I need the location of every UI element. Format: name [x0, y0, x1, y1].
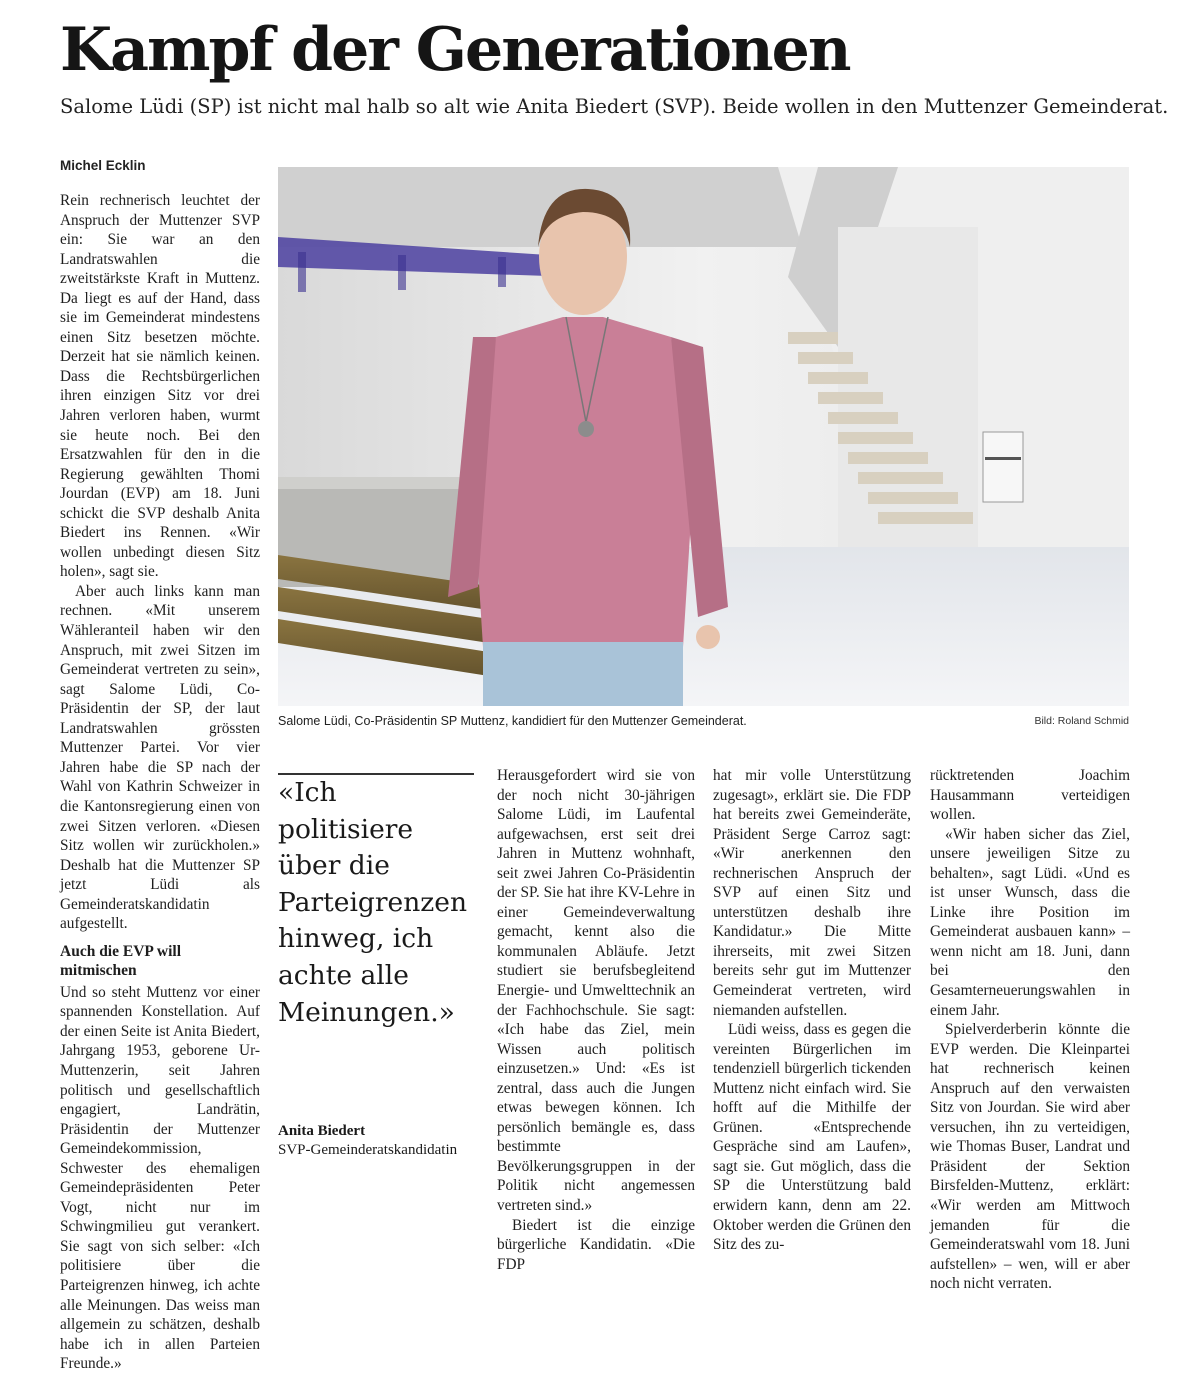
paragraph: Rein rechnerisch leuchtet der Anspruch der Muttenzer SVP ein: Sie war an den Landratswahlen die zweitstärkste Kraft in Muttenz. Da liegt es auf der Hand, dass sie im Gemeinderat mindestens einen Sitz besetzen möchte. Derzeit hat sie nämlich keinen. Dass die Rechtsbürgerlichen ihren einzigen Sitz vor drei Jahren verloren haben, wurmt sie heute noch. Bei den Ersatzwahlen für den in die Regierung gewählten Thomi Jourdan (EVP) am 18. Juni schickt die SVP deshalb Anita Biedert ins Rennen. «Wir wollen unbedingt diesen Sitz holen», sagt sie.	[60, 192, 260, 581]
paragraph: Und so steht Muttenz vor einer spannenden Konstellation. Auf der einen Seite ist Anita Biedert, Jahrgang 1953, geborene Ur-Muttenzerin, seit Jahren politisch und gesellschaftlich engagiert, Landrätin, Präsidentin der Muttenzer Gemeindekommission, Schwester des ehemaligen Gemeindepräsidenten Peter Vogt, nicht nur im Schwingmilieu gut verankert. Sie sagt von sich selber: «Ich politisiere über die Parteigrenzen hinweg, ich achte alle Meinungen. Das weiss man allgemein zu schätzen, deshalb habe ich in allen Parteien Freunde.»	[60, 983, 260, 1373]
subheadline: Salome Lüdi (SP) ist nicht mal halb so alt wie Anita Biedert (SVP). Beide wollen in den Muttenzer Gemeinderat.	[60, 95, 1169, 118]
pullquote-attribution-role: SVP-Gemeinderatskandidatin	[278, 1142, 458, 1158]
paragraph: Lüdi weiss, dass es gegen die vereinten Bürgerlichen im tendenziell bürgerlich tickenden Muttenz nicht einfach wird. Sie hofft auf die Mithilfe der Grünen. «Entsprechende Gespräche sind am Laufen», sagt sie. Gut möglich, dass die SP die Unterstützung bald erwidern kann, denn am 22. Oktober werden die Grünen den Sitz des zu-	[713, 1021, 911, 1254]
photo-illustration	[278, 167, 1129, 706]
paragraph: hat mir volle Unterstützung zugesagt», erklärt sie. Die FDP hat bereits zwei Gemeinderäte, Präsident Serge Carroz sagt: «Wir anerkennen den rechnerischen Anspruch der SVP auf einen Sitz und unterstützen deshalb ihre Kandidatur.» Die Mitte ihrerseits, mit zwei Sitzen bereits sehr gut im Muttenzer Gemeinderat vertreten, wird niemanden aufstellen.	[713, 767, 911, 1019]
article-column-3	[497, 766, 695, 1274]
article-column-4	[713, 766, 911, 1255]
photo-credit: Bild: Roland Schmid	[1034, 715, 1129, 727]
article-column-1	[60, 191, 260, 1374]
byline: Michel Ecklin	[60, 158, 146, 173]
paragraph: Aber auch links kann man rechnen. «Mit unserem Wähleranteil haben wir den Anspruch, mit zwei Sitzen im Gemeinderat vertreten zu sein», sagt Salome Lüdi, Co-Präsidentin der SP, der laut Landratswahlen grössten Muttenzer Partei. Vor vier Jahren habe die SP nach der Wahl von Kathrin Schweizer in die Kantonsregierung einen von zwei Sitzen verloren. «Diesen Sitz wollen wir zurückholen.» Deshalb hat die Muttenzer SP jetzt Lüdi als Gemeinderatskandidatin aufgestellt.	[60, 582, 260, 933]
pullquote-text: «Ich politisiere über die Parteigrenzen hinweg, ich achte alle Meinungen.»	[278, 777, 468, 1028]
paragraph: Herausgefordert wird sie von der noch nicht 30-jährigen Salome Lüdi, im Laufental aufgewachsen, erst seit drei Jahren in Muttenz wohnhaft, seit zwei Jahren Co-Präsidentin der SP. Sie hat ihre KV-Lehre in einer Gemeindeverwaltung gemacht, kennt also die kommunalen Abläufe. Jetzt studiert sie berufsbegleitend Energie- und Umwelttechnik an der Fachhochschule. Sie sagt: «Ich habe das Ziel, mein Wissen auch politisch einzusetzen.» Und: «Es ist zentral, dass auch die Jungen etwas bewegen können. Ich persönlich bemängle es, dass bestimmte Bevölkerungsgruppen in der Politik nicht angemessen vertreten sind.»	[497, 767, 695, 1215]
article-photo	[278, 167, 1129, 706]
paragraph: rücktretenden Joachim Hausammann verteidigen wollen.	[930, 767, 1130, 824]
caption-text: Salome Lüdi, Co-Präsidentin SP Muttenz, kandidiert für den Muttenzer Gemeinderat.	[278, 714, 747, 728]
headline: Kampf der Generationen	[60, 15, 850, 85]
paragraph: «Wir haben sicher das Ziel, unsere jeweiligen Sitze zu behalten», sagt Lüdi. «Und es ist unser Wunsch, dass die Linke ihre Position im Gemeinderat ausbauen kann» – wenn nicht am 18. Juni, dann bei den Gesamterneuerungswahlen in einem Jahr.	[930, 825, 1130, 1019]
section-subheading: Auch die EVP will mitmischen	[60, 942, 182, 979]
pullquote-attribution-name: Anita Biedert	[278, 1123, 366, 1139]
paragraph: Spielverderberin könnte die EVP werden. Die Kleinpartei hat rechnerisch keinen Anspruch auf den verwaisten Sitz von Jourdan. Sie wird aber versuchen, ihn zu verteidigen, wie Thomas Buser, Landrat und Präsident der Sektion Birsfelden-Muttenz, erklärt: «Wir werden am Mittwoch jemanden für die Gemeinderatswahl vom 18. Juni aufstellen» – wen, will er aber noch nicht verraten.	[930, 1021, 1130, 1293]
article-column-5	[930, 766, 1130, 1294]
photo-caption	[278, 714, 1129, 728]
paragraph: Biedert ist die einzige bürgerliche Kandidatin. «Die FDP	[497, 1216, 695, 1273]
